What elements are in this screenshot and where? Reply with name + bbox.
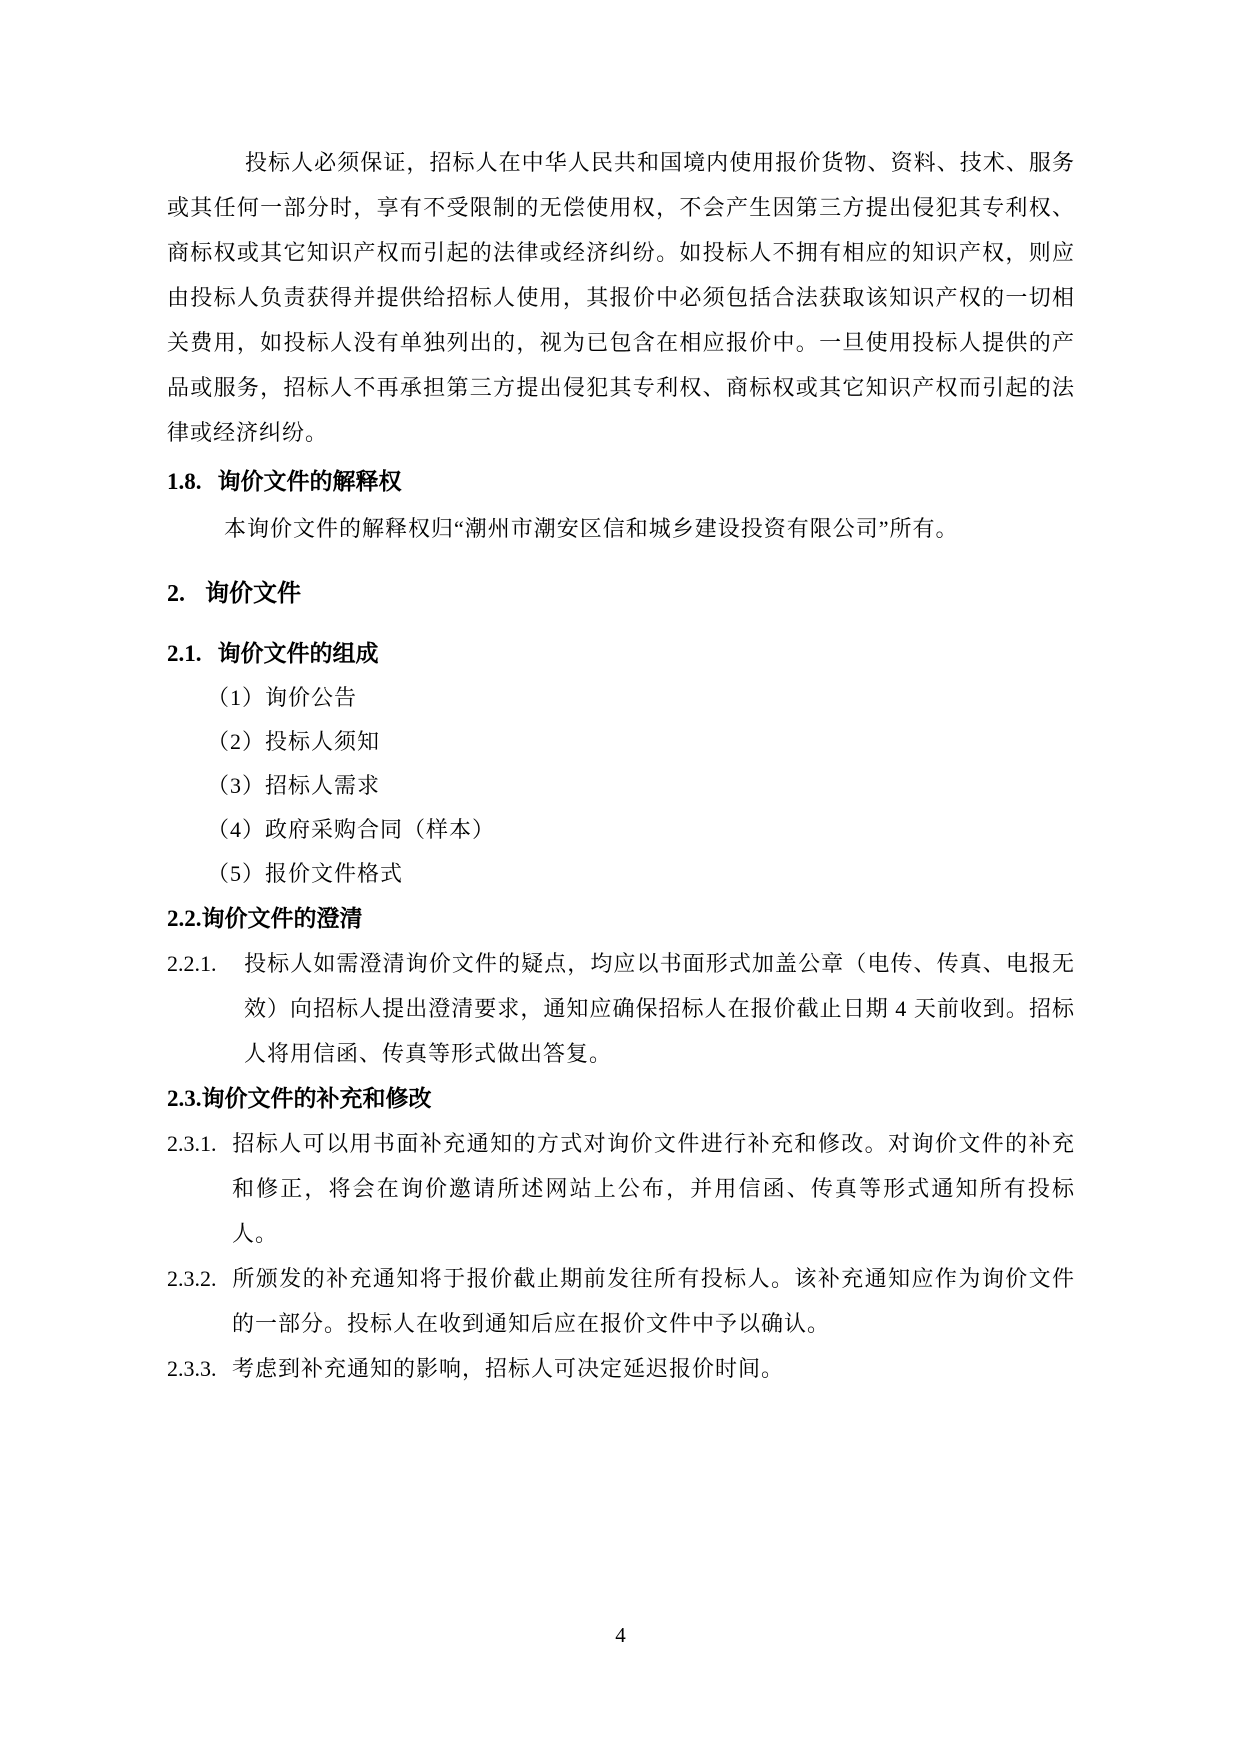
heading-2-1-composition — [167, 631, 1075, 676]
heading-2-2-number: 2.2. — [167, 906, 202, 931]
clause-2-2-1-text: 投标人如需澄清询价文件的疑点，均应以书面形式加盖公章（电传、传真、电报无效）向招标人提出澄清要求，通知应确保招标人在报价截止日期 4 天前收到。招标人将用信函、传真等形式做出答复。 — [244, 951, 1075, 1066]
list-item-tenderer-requirements: （3）招标人需求 — [207, 773, 381, 798]
heading-2-3-number: 2.3. — [167, 1086, 202, 1111]
list-item-announcement: （1）询价公告 — [207, 685, 358, 710]
paragraph-ip-guarantee: 投标人必须保证，招标人在中华人民共和国境内使用报价货物、资料、技术、服务或其任何一部分时，享有不受限制的无偿使用权，不会产生因第三方提出侵犯其专利权、商标权或其它知识产权而引起的法律或经济纠纷。如投标人不拥有相应的知识产权，则应由投标人负责获得并提供给招标人使用，其报价中必须包括合法获取该知识产权的一切相关费用，如投标人没有单独列出的，视为已包含在相应报价中。一旦使用投标人提供的产品或服务，招标人不再承担第三方提出侵犯其专利权、商标权或其它知识产权而引起的法律或经济纠纷。 — [167, 150, 1075, 445]
clause-2-2-1-number: 2.2.1. — [167, 951, 217, 976]
heading-2-3-supplement-modification — [167, 1076, 1075, 1121]
clause-2-3-1-number: 2.3.1. — [167, 1131, 217, 1156]
clause-2-3-2-text: 所颁发的补充通知将于报价截止期前发往所有投标人。该补充通知应作为询价文件的一部分。投标人在收到通知后应在报价文件中予以确认。 — [232, 1266, 1075, 1336]
heading-2-title: 询价文件 — [205, 580, 301, 607]
clause-2-2-1 — [167, 941, 1075, 1076]
heading-2-3-title: 询价文件的补充和修改 — [201, 1085, 432, 1111]
heading-1-8-number: 1.8. — [167, 469, 202, 494]
list-item-bidder-instructions: （2）投标人须知 — [207, 729, 381, 754]
heading-2-number: 2. — [167, 581, 185, 607]
heading-2-1-title: 询价文件的组成 — [217, 640, 379, 666]
list-item-quotation-format: （5）报价文件格式 — [207, 861, 404, 886]
clause-2-3-3-number: 2.3.3. — [167, 1356, 217, 1381]
clause-2-3-1 — [167, 1121, 1075, 1256]
list-item-contract-sample: （4）政府采购合同（样本） — [207, 817, 496, 842]
heading-2-2-title: 询价文件的澄清 — [201, 905, 363, 931]
clause-2-3-3 — [167, 1346, 1075, 1391]
paragraph-interpretation-owner: 本询价文件的解释权归“潮州市潮安区信和城乡建设投资有限公司”所有。 — [224, 516, 959, 541]
clause-2-3-1-text: 招标人可以用书面补充通知的方式对询价文件进行补充和修改。对询价文件的补充和修正，将会在询价邀请所述网站上公布，并用信函、传真等形式通知所有投标人。 — [232, 1131, 1075, 1246]
heading-1-8-title: 询价文件的解释权 — [217, 468, 402, 494]
inquiry-document-components-list — [167, 676, 1075, 896]
heading-2-inquiry-documents — [167, 571, 1075, 617]
clause-2-3-3-text: 考虑到补充通知的影响，招标人可决定延迟报价时间。 — [232, 1356, 785, 1381]
page-number: 4 — [615, 1623, 626, 1647]
heading-2-2-clarification — [167, 896, 1075, 941]
heading-1-8-interpretation-right — [167, 459, 1075, 504]
clause-2-3-2 — [167, 1256, 1075, 1346]
clause-2-3-2-number: 2.3.2. — [167, 1266, 217, 1291]
heading-2-1-number: 2.1. — [167, 641, 202, 666]
